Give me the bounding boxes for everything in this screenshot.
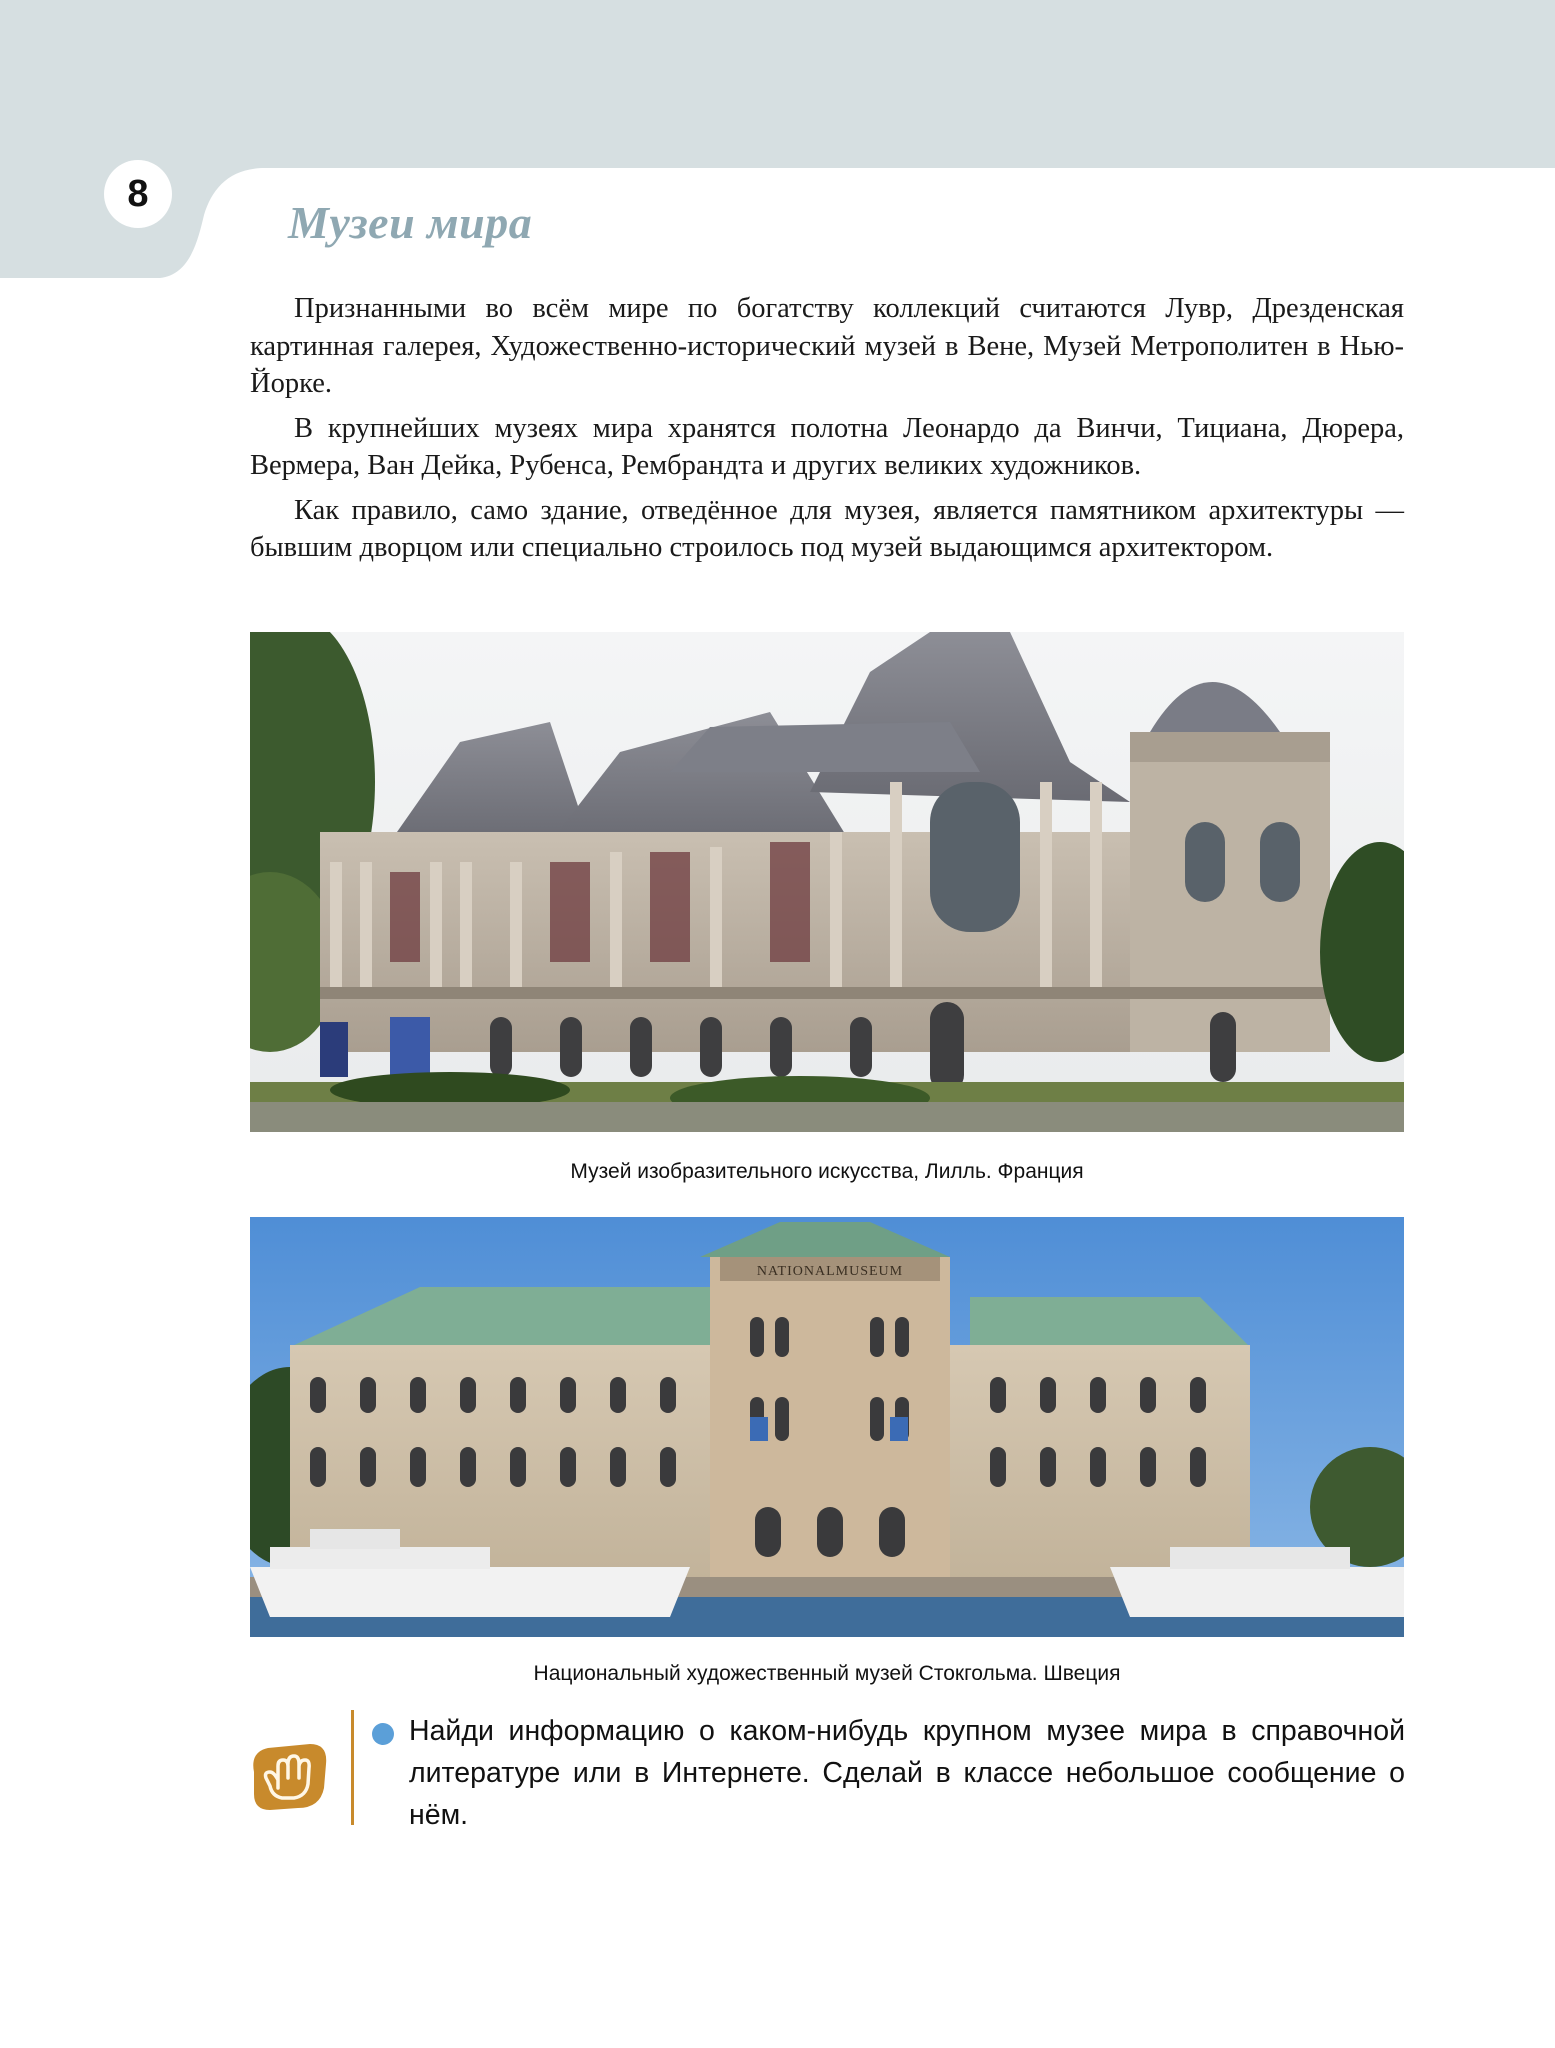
paragraph: В крупнейших музеях мира хранятся полотна Леонардо да Винчи, Тициана, Дюрера, Вермера, Ван Дейка, Рубенса, Рембрандта и других великих художников. bbox=[250, 412, 1404, 481]
page-number: 8 bbox=[104, 160, 172, 228]
figure-caption: Музей изобразительного искусства, Лилль. Франция bbox=[570, 1160, 1084, 1183]
page-title: Музеи мира bbox=[288, 197, 533, 248]
paragraph: Как правило, само здание, отведённое для музея, является памятником архитектуры — бывшим дворцом или специально строилось под музей выдающимся архитектором. bbox=[250, 494, 1404, 563]
stockholm-museum-photo bbox=[250, 1217, 1404, 1637]
task-divider bbox=[351, 1710, 354, 1825]
paragraph: Признанными во всём мире по богатству коллекций считаются Лувр, Дрезденская картинная галерея, Художественно-исторический музей в Вене, Музей Метрополитен в Нью-Йорке. bbox=[250, 293, 1404, 399]
task-bullet-icon bbox=[372, 1723, 394, 1745]
lille-museum-photo bbox=[250, 632, 1404, 1132]
task-text: Найди информацию о каком-нибудь крупном музее мира в справочной литературе или в Интернете. Сделай в классе небольшое сообщение о нём. bbox=[409, 1715, 1405, 1831]
hand-icon bbox=[248, 1738, 332, 1814]
museum-sign: NATIONALMUSEUM bbox=[756, 1264, 904, 1279]
figure-caption: Национальный художественный музей Стокгольма. Швеция bbox=[533, 1662, 1121, 1685]
header-band bbox=[0, 0, 1555, 280]
body-text bbox=[250, 290, 1404, 574]
